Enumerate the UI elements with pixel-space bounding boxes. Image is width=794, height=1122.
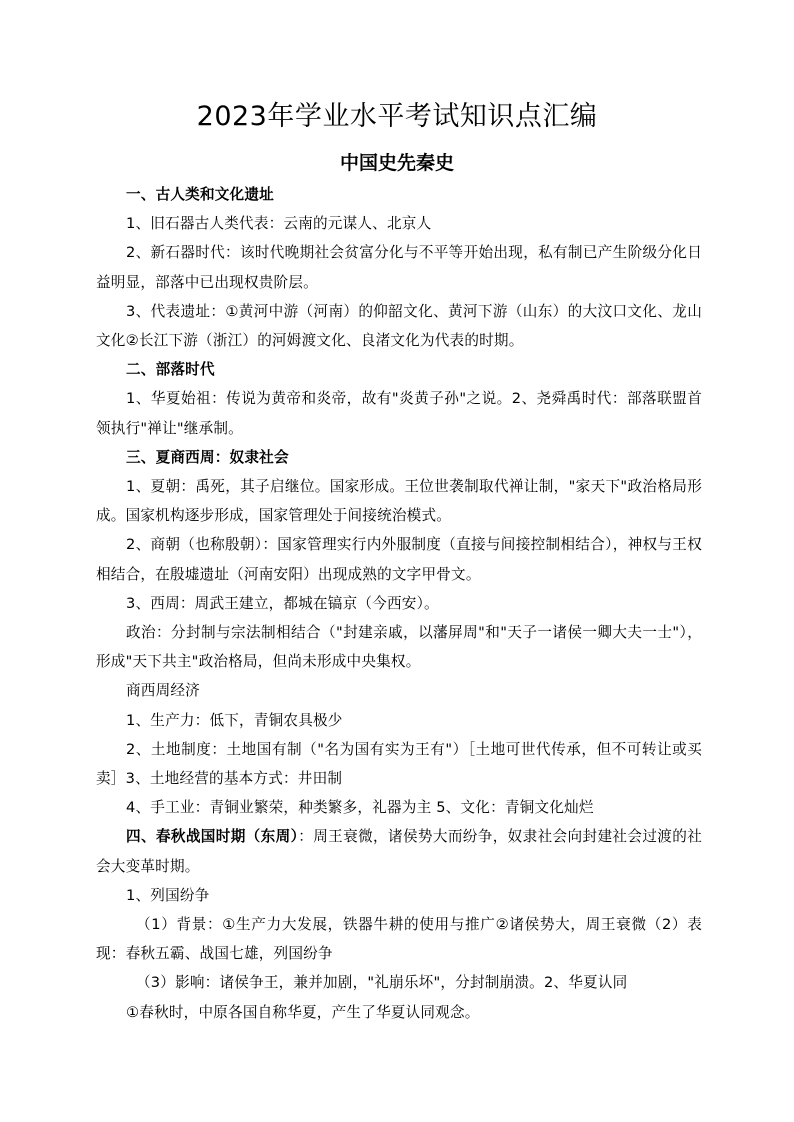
paragraph: 政治：分封制与宗法制相结合（"封建亲戚，以藩屏周"和"天子一诸侯一卿大夫一士"），形成"天下共主"政治格局，但尚未形成中央集权。 — [96, 624, 702, 671]
paragraph: （1）背景：①生产力大发展，铁器牛耕的使用与推广②诸侯势大，周王衰微（2）表现：春秋五霸、战国七雄，列国纷争 — [96, 916, 702, 963]
section-heading-spring-autumn: 四、春秋战国时期（东周） — [126, 828, 299, 846]
section-heading-xia-shang-zhou: 三、夏商西周：奴隶社会 — [126, 448, 289, 466]
paragraph: 2、土地制度：土地国有制（"名为国有实为王有"）［土地可世代传承，但不可转让或买卖］3、土地经营的基本方式：井田制 — [96, 740, 702, 788]
paragraph: 4、手工业：青铜业繁荣，种类繁多，礼器为主 5、文化：青铜文化灿烂 — [126, 799, 594, 817]
paragraph-spring-autumn — [96, 822, 702, 880]
paragraph: 2、商朝（也称殷朝）：国家管理实行内外服制度（直接与间接控制相结合），神权与王权相结合，在殷墟遗址（河南安阳）出现成熟的文字甲骨文。 — [96, 536, 702, 583]
paragraph: （3）影响：诸侯争王，兼并加剧，"礼崩乐坏"，分封制崩溃。2、华夏认同 — [136, 974, 628, 992]
paragraph: 2、新石器时代：该时代晚期社会贫富分化与不平等开始出现，私有制已产生阶级分化日益明显，部落中已出现权贵阶层。 — [96, 244, 702, 291]
document-title: 2023年学业水平考试知识点汇编 — [196, 101, 598, 132]
paragraph: 1、夏朝：禹死，其子启继位。国家形成。王位世袭制取代禅让制，"家天下"政治格局形成。国家机构逐步形成，国家管理处于间接统治模式。 — [96, 478, 702, 525]
document-body — [96, 180, 702, 1027]
paragraph-spring-autumn-text: ：周王衰微，诸侯势大而纷争，奴隶社会向封建社会过渡的社会大变革时期。 — [96, 828, 702, 875]
paragraph: 1、生产力：低下，青铜农具极少 — [126, 711, 343, 729]
document-subtitle: 中国史先秦史 — [339, 152, 454, 174]
paragraph: ①春秋时，中原各国自称华夏，产生了华夏认同观念。 — [126, 1003, 480, 1021]
section-heading-ancient-humans: 一、古人类和文化遗址 — [126, 186, 274, 203]
paragraph: 1、旧石器古人类代表：云南的元谋人、北京人 — [126, 215, 432, 233]
paragraph: 商西周经济 — [126, 682, 200, 700]
paragraph: 3、西周：周武王建立，都城在镐京（今西安）。 — [126, 594, 439, 612]
paragraph: 1、列国纷争 — [126, 886, 210, 904]
section-heading-tribal-era: 二、部落时代 — [126, 361, 215, 379]
paragraph: 1、华夏始祖：传说为黄帝和炎帝，故有"炎黄子孙"之说。2、尧舜禹时代：部落联盟首领执行"禅让"继承制。 — [96, 390, 702, 437]
paragraph: 3、代表遗址：①黄河中游（河南）的仰韶文化、黄河下游（山东）的大汶口文化、龙山文化②长江下游（浙江）的河姆渡文化、良渚文化为代表的时期。 — [96, 302, 702, 350]
